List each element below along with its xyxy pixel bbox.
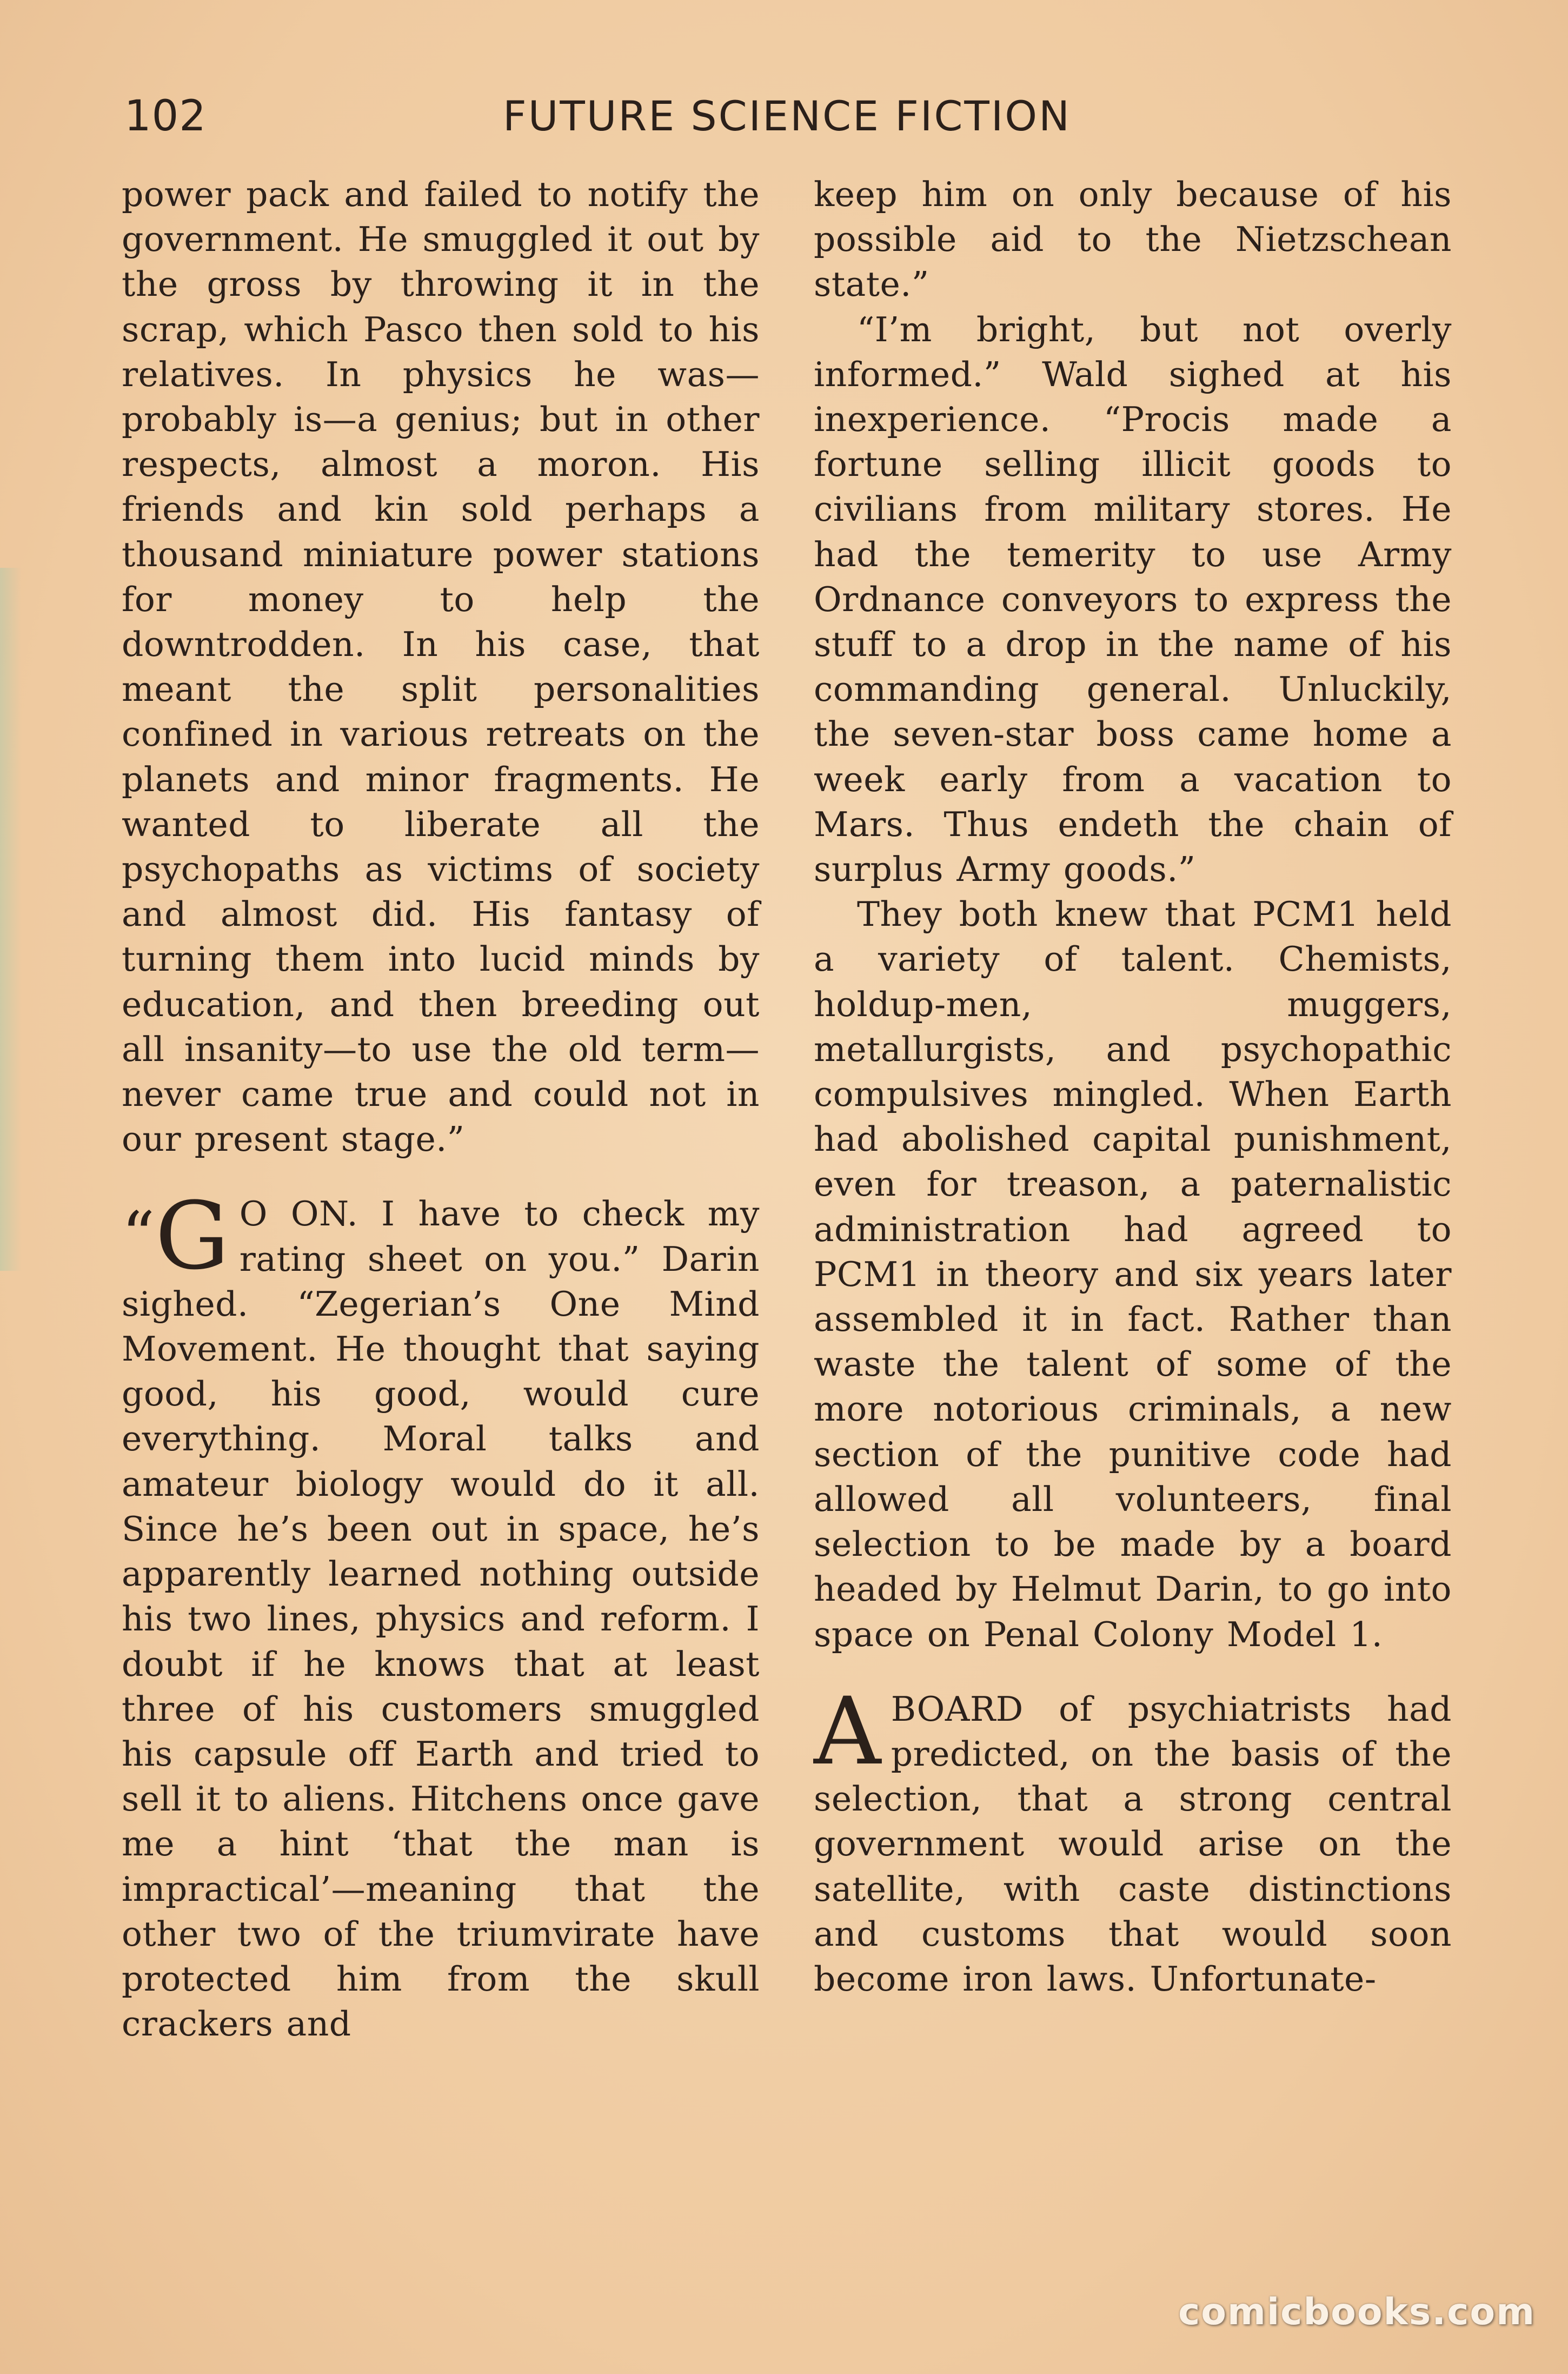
drop-cap-letter: A bbox=[814, 1676, 881, 1786]
paragraph-section-start bbox=[814, 1676, 1452, 2001]
paragraph-section-start bbox=[122, 1182, 760, 2046]
page-edge-stain bbox=[0, 568, 22, 1271]
site-watermark: comicbooks.com bbox=[1178, 2291, 1536, 2333]
paragraph: They both knew that PCM1 held a variety of talent. Chemists, holdup-men, muggers, metallurgists, and psychopathic compulsives mingled. When Earth had abolished capital punishment, even for treason, a paternalistic administration had agreed to PCM1 in theory and six years later assembled it in fact. Rather than waste the talent of some of the more notorious criminals, a new section of the punitive code had allowed all volunteers, final selection to be made by a board headed by Helmut Darin, to go into space on Penal Colony Model 1. bbox=[814, 894, 1452, 1654]
paragraph: keep him on only because of his possible aid to the Nietzschean state.” bbox=[814, 175, 1452, 304]
paragraph: power pack and failed to notify the government. He smuggled it out by the gross by throwing it in the scrap, which Pasco then sold to his relatives. In physics he was—probably is—a genius; but in other respects, almost a moron. His friends and kin sold perhaps a thousand miniature power stations for money to help the downtrodden. In his case, that meant the split personalities confined in various retreats on the planets and minor fragments. He wanted to liberate all the psychopaths as victims of society and almost did. His fantasy of turning them into lucid minds by education, and then breeding out all insanity—to use the old term—never came true and could not in our present stage.” bbox=[122, 175, 760, 1159]
running-title: FUTURE SCIENCE FICTION bbox=[503, 92, 1071, 140]
paragraph: “I’m bright, but not overly informed.” Wald sighed at his inexperience. “Procis made a fortune selling illicit goods to civilians from military stores. He had the temerity to use Army Ordnance conveyors to express the stuff to a drop in the name of his commanding general. Unluckily, the seven-star boss came home a week early from a vacation to Mars. Thus endeth the chain of surplus Army goods.” bbox=[814, 309, 1452, 890]
paragraph-text: BOARD of psychiatrists had predicted, on the basis of the selection, that a strong central government would arise on the satellite, with caste distinctions and customs that would soon become iron laws. Unfortunate- bbox=[814, 1689, 1452, 1999]
drop-cap-quote: “ bbox=[122, 1198, 155, 1274]
paragraph-text: O ON. I have to check my rating sheet on you.” Darin sighed. “Zegerian’s One Mind Movement. He thought that saying good, his good, would cure everything. Moral talks and amateur biology would do it all. Since he’s been out in space, he’s apparently learned nothing outside his two lines, physics and reform. I doubt if he knows that at least three of his customers smuggled his capsule off Earth and tried to sell it to aliens. Hitchens once gave me a hint ‘that the man is impractical’—meaning that the other two of the triumvirate have protected him from the skull crackers and bbox=[122, 1194, 760, 2044]
page-number: 102 bbox=[124, 92, 207, 141]
right-column bbox=[814, 172, 1452, 2001]
drop-cap-letter: G bbox=[155, 1182, 230, 1291]
drop-cap bbox=[122, 1182, 230, 1291]
page-header bbox=[0, 92, 1568, 157]
left-column bbox=[122, 172, 760, 2046]
